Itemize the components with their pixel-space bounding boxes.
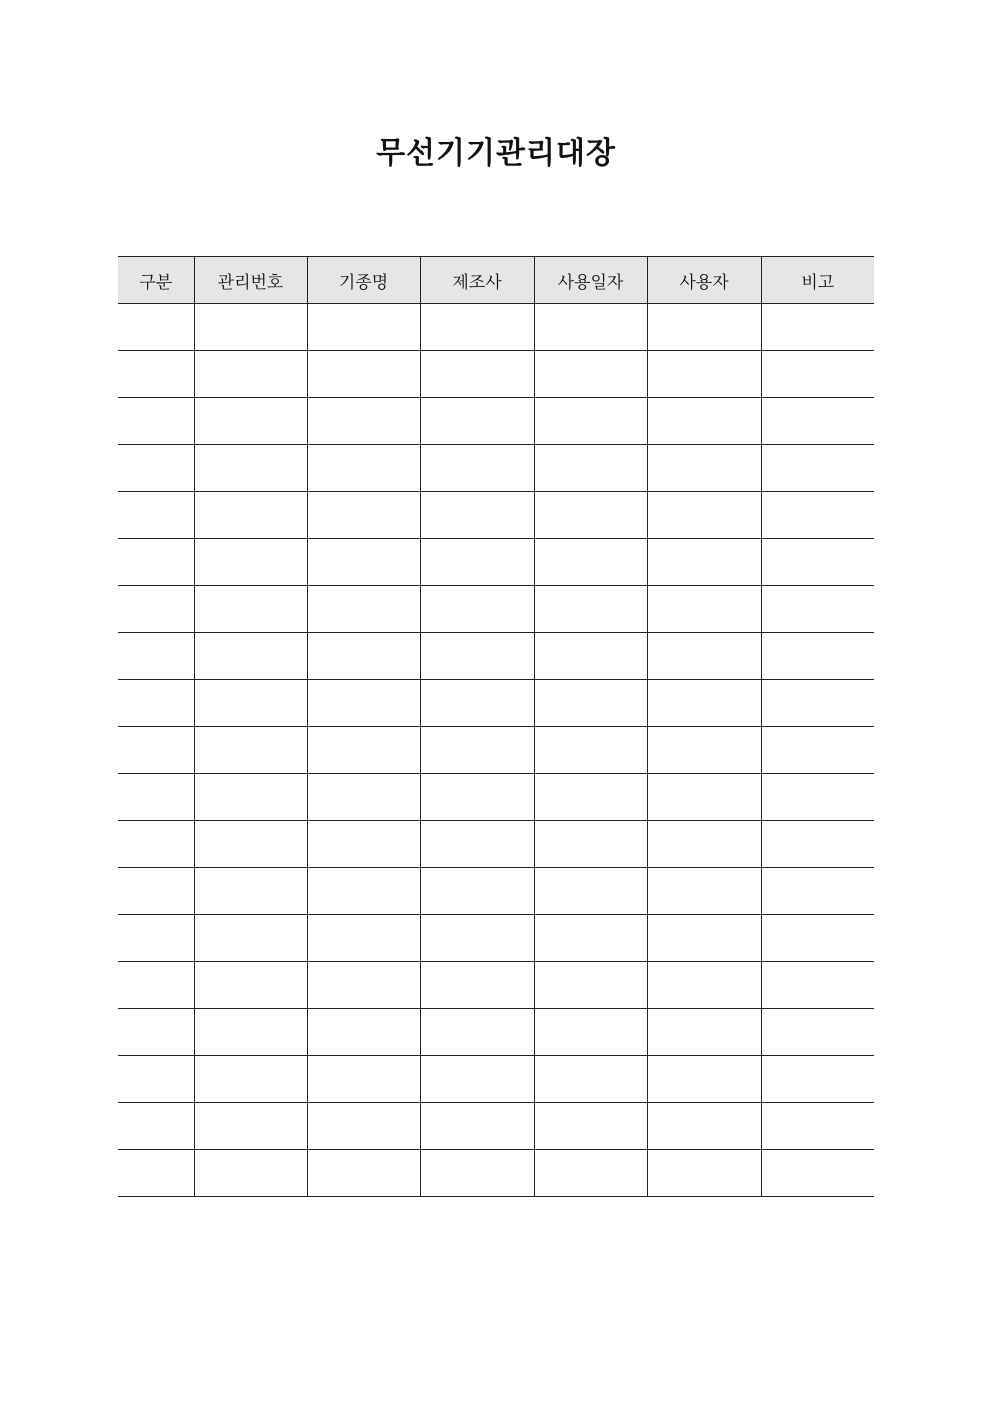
cell-remarks[interactable] <box>761 868 874 915</box>
cell-usage-date[interactable] <box>534 821 647 868</box>
cell-manufacturer[interactable] <box>420 1056 534 1103</box>
cell-usage-date[interactable] <box>534 1103 647 1150</box>
cell-usage-date[interactable] <box>534 398 647 445</box>
cell-usage-date[interactable] <box>534 774 647 821</box>
header-category: 구분 <box>118 257 194 304</box>
cell-user[interactable] <box>647 586 761 633</box>
cell-management-number[interactable] <box>194 445 307 492</box>
cell-category[interactable] <box>118 821 194 868</box>
table-row <box>118 539 874 586</box>
cell-user[interactable] <box>647 492 761 539</box>
cell-category[interactable] <box>118 1056 194 1103</box>
cell-user[interactable] <box>647 821 761 868</box>
cell-manufacturer[interactable] <box>420 821 534 868</box>
cell-remarks[interactable] <box>761 774 874 821</box>
cell-remarks[interactable] <box>761 1056 874 1103</box>
cell-remarks[interactable] <box>761 492 874 539</box>
cell-usage-date[interactable] <box>534 445 647 492</box>
document-title: 무선기기관리대장 <box>376 136 616 171</box>
cell-manufacturer[interactable] <box>420 727 534 774</box>
cell-usage-date[interactable] <box>534 539 647 586</box>
cell-manufacturer[interactable] <box>420 1103 534 1150</box>
cell-category[interactable] <box>118 774 194 821</box>
cell-category[interactable] <box>118 492 194 539</box>
header-manufacturer: 제조사 <box>420 257 534 304</box>
cell-category[interactable] <box>118 539 194 586</box>
table-row <box>118 586 874 633</box>
table-header <box>118 257 874 304</box>
cell-user[interactable] <box>647 398 761 445</box>
cell-category[interactable] <box>118 962 194 1009</box>
cell-management-number[interactable] <box>194 398 307 445</box>
header-row <box>118 257 874 304</box>
cell-category[interactable] <box>118 868 194 915</box>
cell-management-number[interactable] <box>194 915 307 962</box>
table-row <box>118 398 874 445</box>
cell-manufacturer[interactable] <box>420 539 534 586</box>
cell-category[interactable] <box>118 633 194 680</box>
header-management-number: 관리번호 <box>194 257 307 304</box>
cell-user[interactable] <box>647 915 761 962</box>
table-row <box>118 1056 874 1103</box>
cell-manufacturer[interactable] <box>420 868 534 915</box>
cell-manufacturer[interactable] <box>420 445 534 492</box>
cell-model-name[interactable] <box>307 1103 420 1150</box>
cell-model-name[interactable] <box>307 398 420 445</box>
table-row <box>118 821 874 868</box>
cell-model-name[interactable] <box>307 680 420 727</box>
cell-remarks[interactable] <box>761 351 874 398</box>
cell-manufacturer[interactable] <box>420 633 534 680</box>
cell-user[interactable] <box>647 962 761 1009</box>
cell-remarks[interactable] <box>761 445 874 492</box>
cell-usage-date[interactable] <box>534 868 647 915</box>
cell-model-name[interactable] <box>307 774 420 821</box>
table-row <box>118 304 874 351</box>
cell-manufacturer[interactable] <box>420 398 534 445</box>
header-remarks: 비고 <box>761 257 874 304</box>
cell-user[interactable] <box>647 351 761 398</box>
cell-user[interactable] <box>647 539 761 586</box>
cell-remarks[interactable] <box>761 821 874 868</box>
cell-model-name[interactable] <box>307 1150 420 1197</box>
cell-management-number[interactable] <box>194 1056 307 1103</box>
cell-remarks[interactable] <box>761 915 874 962</box>
cell-user[interactable] <box>647 1056 761 1103</box>
cell-usage-date[interactable] <box>534 680 647 727</box>
header-usage-date: 사용일자 <box>534 257 647 304</box>
cell-remarks[interactable] <box>761 586 874 633</box>
cell-model-name[interactable] <box>307 727 420 774</box>
cell-usage-date[interactable] <box>534 351 647 398</box>
cell-usage-date[interactable] <box>534 304 647 351</box>
cell-management-number[interactable] <box>194 1103 307 1150</box>
table-body <box>118 304 874 1197</box>
cell-usage-date[interactable] <box>534 1056 647 1103</box>
cell-manufacturer[interactable] <box>420 304 534 351</box>
cell-manufacturer[interactable] <box>420 962 534 1009</box>
cell-user[interactable] <box>647 304 761 351</box>
cell-user[interactable] <box>647 445 761 492</box>
cell-management-number[interactable] <box>194 1150 307 1197</box>
cell-model-name[interactable] <box>307 586 420 633</box>
cell-category[interactable] <box>118 680 194 727</box>
cell-management-number[interactable] <box>194 962 307 1009</box>
cell-remarks[interactable] <box>761 1103 874 1150</box>
cell-category[interactable] <box>118 727 194 774</box>
wireless-device-register-table <box>118 256 874 1197</box>
cell-model-name[interactable] <box>307 304 420 351</box>
table-row <box>118 962 874 1009</box>
cell-remarks[interactable] <box>761 680 874 727</box>
cell-remarks[interactable] <box>761 727 874 774</box>
cell-user[interactable] <box>647 1009 761 1056</box>
table-row <box>118 868 874 915</box>
cell-manufacturer[interactable] <box>420 1009 534 1056</box>
cell-manufacturer[interactable] <box>420 774 534 821</box>
cell-category[interactable] <box>118 1103 194 1150</box>
cell-category[interactable] <box>118 351 194 398</box>
cell-management-number[interactable] <box>194 727 307 774</box>
cell-management-number[interactable] <box>194 821 307 868</box>
cell-manufacturer[interactable] <box>420 492 534 539</box>
cell-user[interactable] <box>647 727 761 774</box>
cell-user[interactable] <box>647 868 761 915</box>
cell-model-name[interactable] <box>307 351 420 398</box>
cell-remarks[interactable] <box>761 1150 874 1197</box>
cell-management-number[interactable] <box>194 680 307 727</box>
cell-model-name[interactable] <box>307 492 420 539</box>
cell-management-number[interactable] <box>194 633 307 680</box>
cell-remarks[interactable] <box>761 962 874 1009</box>
cell-management-number[interactable] <box>194 351 307 398</box>
cell-manufacturer[interactable] <box>420 586 534 633</box>
cell-user[interactable] <box>647 680 761 727</box>
cell-usage-date[interactable] <box>534 1009 647 1056</box>
cell-user[interactable] <box>647 1103 761 1150</box>
cell-management-number[interactable] <box>194 1009 307 1056</box>
cell-user[interactable] <box>647 633 761 680</box>
header-model-name: 기종명 <box>307 257 420 304</box>
table-row <box>118 915 874 962</box>
cell-management-number[interactable] <box>194 304 307 351</box>
table-row <box>118 680 874 727</box>
cell-management-number[interactable] <box>194 868 307 915</box>
cell-model-name[interactable] <box>307 445 420 492</box>
cell-usage-date[interactable] <box>534 586 647 633</box>
cell-category[interactable] <box>118 398 194 445</box>
cell-model-name[interactable] <box>307 1056 420 1103</box>
table-row <box>118 633 874 680</box>
cell-remarks[interactable] <box>761 1009 874 1056</box>
cell-management-number[interactable] <box>194 774 307 821</box>
cell-manufacturer[interactable] <box>420 915 534 962</box>
cell-usage-date[interactable] <box>534 915 647 962</box>
cell-category[interactable] <box>118 304 194 351</box>
cell-model-name[interactable] <box>307 539 420 586</box>
cell-remarks[interactable] <box>761 304 874 351</box>
cell-usage-date[interactable] <box>534 492 647 539</box>
cell-category[interactable] <box>118 445 194 492</box>
cell-management-number[interactable] <box>194 492 307 539</box>
cell-management-number[interactable] <box>194 586 307 633</box>
cell-usage-date[interactable] <box>534 727 647 774</box>
table-row <box>118 351 874 398</box>
cell-user[interactable] <box>647 1150 761 1197</box>
cell-manufacturer[interactable] <box>420 351 534 398</box>
cell-usage-date[interactable] <box>534 962 647 1009</box>
cell-model-name[interactable] <box>307 821 420 868</box>
header-user: 사용자 <box>647 257 761 304</box>
table-row <box>118 1103 874 1150</box>
cell-model-name[interactable] <box>307 1009 420 1056</box>
table-row <box>118 727 874 774</box>
cell-category[interactable] <box>118 1009 194 1056</box>
cell-model-name[interactable] <box>307 962 420 1009</box>
cell-model-name[interactable] <box>307 633 420 680</box>
cell-remarks[interactable] <box>761 633 874 680</box>
cell-usage-date[interactable] <box>534 633 647 680</box>
cell-remarks[interactable] <box>761 539 874 586</box>
table-row <box>118 445 874 492</box>
cell-usage-date[interactable] <box>534 1150 647 1197</box>
cell-manufacturer[interactable] <box>420 680 534 727</box>
cell-user[interactable] <box>647 774 761 821</box>
cell-management-number[interactable] <box>194 539 307 586</box>
table-row <box>118 492 874 539</box>
table-row <box>118 774 874 821</box>
cell-model-name[interactable] <box>307 915 420 962</box>
cell-manufacturer[interactable] <box>420 1150 534 1197</box>
cell-category[interactable] <box>118 586 194 633</box>
table-row <box>118 1150 874 1197</box>
table-row <box>118 1009 874 1056</box>
cell-remarks[interactable] <box>761 398 874 445</box>
cell-category[interactable] <box>118 915 194 962</box>
cell-model-name[interactable] <box>307 868 420 915</box>
cell-category[interactable] <box>118 1150 194 1197</box>
